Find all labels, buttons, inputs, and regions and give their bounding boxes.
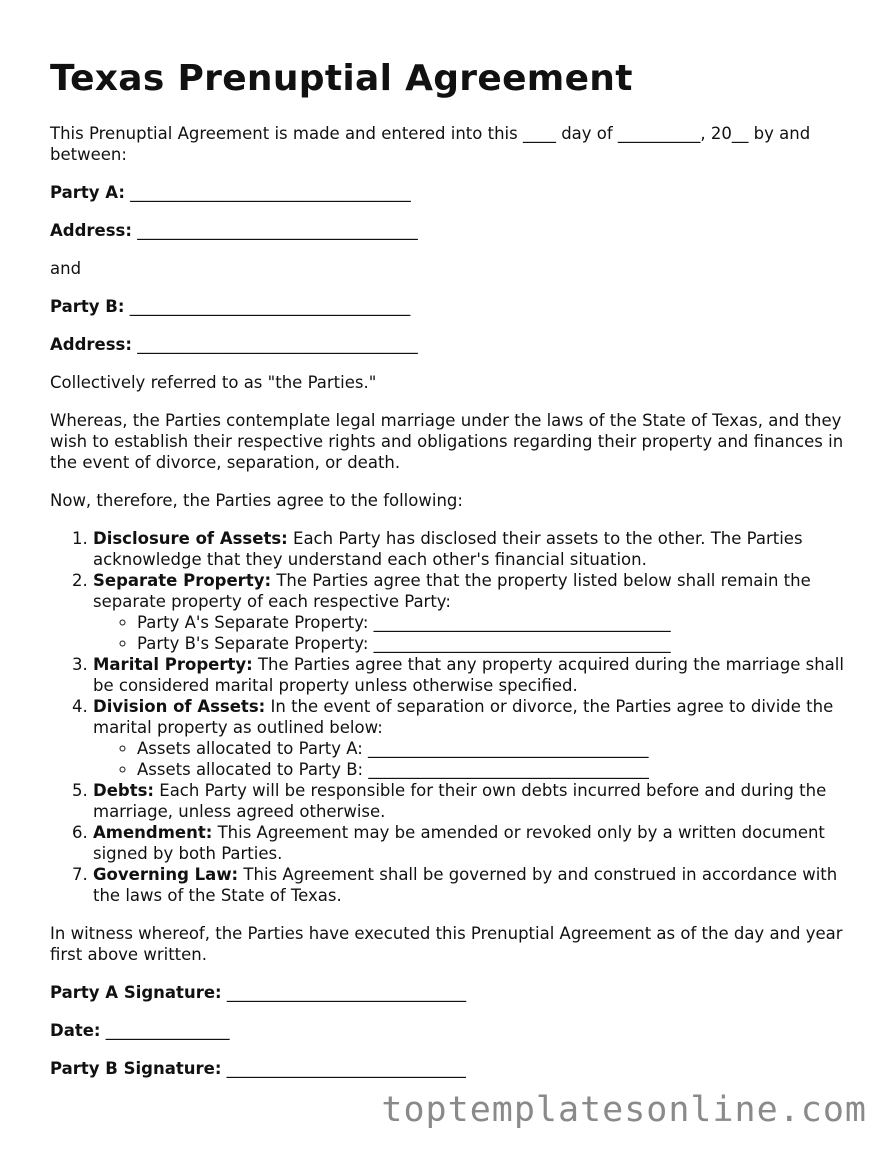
clause-text: The Parties agree that any property acquired during the marriage shall be considered marital property unless otherwise specified. (93, 655, 844, 695)
date-blank: _______________ (105, 1021, 230, 1040)
address-b-blank: __________________________________ (137, 335, 418, 354)
clause-text: This Agreement shall be governed by and construed in accordance with the laws of the State of Texas. (93, 865, 838, 905)
clause-heading: Division of Assets: (93, 697, 266, 716)
clause-text: Each Party has disclosed their assets to the other. The Parties acknowledge that they understand each other's financial situation. (93, 529, 803, 569)
clause-heading: Marital Property: (93, 655, 253, 674)
party-a-blank: __________________________________ (130, 183, 411, 202)
party-b-line (50, 296, 850, 317)
intro-paragraph: This Prenuptial Agreement is made and entered into this ____ day of __________, 20__ by and between: (50, 124, 811, 164)
signature-b-line (50, 1058, 850, 1079)
signature-a-line (50, 982, 850, 1003)
clause-text: This Agreement may be amended or revoked only by a written document signed by both Parties. (93, 823, 825, 863)
whereas-paragraph: Whereas, the Parties contemplate legal marriage under the laws of the State of Texas, and they wish to establish their respective rights and obligations regarding their property and finances in the event of divorce, separation, or death. (50, 411, 844, 472)
party-b-label: Party B: (50, 297, 125, 316)
sub-list-item: ◦ Assets allocated to Party A: __________________________________ (137, 738, 850, 759)
watermark: toptemplatesonline.com (381, 1090, 867, 1130)
clause-list (50, 528, 850, 906)
clause-heading: Governing Law: (93, 865, 239, 884)
clause-text: Each Party will be responsible for their own debts incurred before and during the marriage, unless agreed otherwise. (93, 781, 827, 821)
sub-list-item: ◦ Party A's Separate Property: ____________________________________ (137, 612, 850, 633)
clause-heading: Amendment: (93, 823, 213, 842)
address-a-label: Address: (50, 221, 132, 240)
clause-text: The Parties agree that the property listed below shall remain the separate property of each respective Party: (93, 571, 811, 611)
list-item (93, 780, 850, 822)
sub-list-item: ◦ Party B's Separate Property: ____________________________________ (137, 633, 850, 654)
sub-list-item: ◦ Assets allocated to Party B: __________________________________ (137, 759, 850, 780)
document-page (50, 58, 850, 1079)
party-a-label: Party A: (50, 183, 125, 202)
list-item (93, 864, 850, 906)
clause-text: In the event of separation or divorce, the Parties agree to divide the marital property as outlined below: (93, 697, 834, 737)
date-label: Date: (50, 1021, 101, 1040)
address-a-blank: __________________________________ (137, 221, 418, 240)
list-item (93, 528, 850, 570)
clause-heading: Separate Property: (93, 571, 272, 590)
address-b-line (50, 334, 850, 355)
page-title: Texas Prenuptial Agreement (50, 58, 633, 99)
address-b-label: Address: (50, 335, 132, 354)
list-item (93, 696, 850, 780)
signature-b-label: Party B Signature: (50, 1059, 222, 1078)
now-therefore-paragraph: Now, therefore, the Parties agree to the following: (50, 491, 463, 510)
party-b-blank: __________________________________ (129, 297, 411, 316)
signature-b-blank: _____________________________ (226, 1059, 466, 1078)
sub-list (93, 612, 850, 654)
clause-heading: Disclosure of Assets: (93, 529, 288, 548)
sub-list (93, 738, 850, 780)
list-item (93, 822, 850, 864)
address-a-line (50, 220, 850, 241)
date-line (50, 1020, 850, 1041)
party-a-line (50, 182, 850, 203)
signature-a-label: Party A Signature: (50, 983, 222, 1002)
clause-heading: Debts: (93, 781, 155, 800)
list-item (93, 570, 850, 654)
list-item (93, 654, 850, 696)
and-text: and (50, 259, 82, 278)
signature-a-blank: _____________________________ (226, 983, 467, 1002)
collective-paragraph: Collectively referred to as "the Parties." (50, 373, 377, 392)
witness-paragraph: In witness whereof, the Parties have executed this Prenuptial Agreement as of the day and year first above written. (50, 924, 843, 964)
